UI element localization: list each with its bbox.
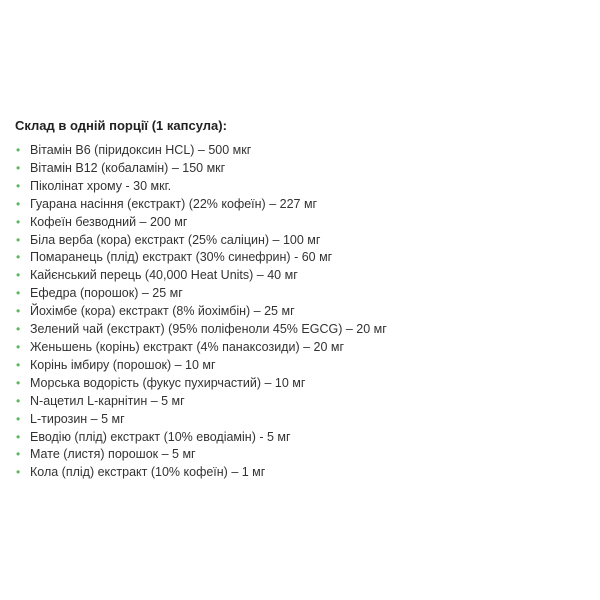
- ingredient-item: [15, 196, 585, 214]
- ingredient-text: Вітамін В6 (піридоксин HCL) – 500 мкг: [30, 143, 252, 157]
- ingredient-text: Корінь імбиру (порошок) – 10 мг: [30, 357, 216, 372]
- ingredient-text: Кайєнський перець (40,000 Heat Units) – 40 мг: [30, 268, 298, 283]
- ingredient-text: N-ацетил L-карнітин – 5 мг: [30, 393, 185, 408]
- bullet-icon: •: [16, 357, 21, 372]
- bullet-icon: •: [16, 214, 21, 229]
- ingredient-item: [15, 303, 585, 321]
- ingredient-item: [15, 285, 585, 303]
- ingredient-item: [15, 375, 585, 393]
- bullet-icon: •: [16, 178, 21, 193]
- bullet-icon: •: [16, 304, 21, 319]
- ingredient-item: [15, 464, 585, 482]
- ingredient-text: Женьшень (корінь) екстракт (4% панаксозиди) – 20 мг: [30, 339, 345, 354]
- ingredient-item: [15, 446, 585, 464]
- bullet-icon: •: [16, 411, 21, 426]
- bullet-icon: •: [16, 143, 21, 157]
- bullet-icon: •: [16, 196, 21, 211]
- composition-heading: Склад в одній порції (1 капсула):: [15, 118, 227, 133]
- bullet-icon: •: [16, 393, 21, 408]
- ingredient-text: Гуарана насіння (екстракт) (22% кофеїн) – 227 мг: [30, 196, 318, 211]
- bullet-icon: •: [16, 465, 21, 480]
- ingredient-item: [15, 321, 585, 339]
- ingredient-item: [15, 393, 585, 411]
- ingredient-text: Ефедра (порошок) – 25 мг: [30, 286, 183, 301]
- ingredient-item: [15, 249, 585, 267]
- bullet-icon: •: [16, 268, 21, 283]
- ingredient-text: Йохімбе (кора) екстракт (8% йохімбін) – 25 мг: [30, 304, 295, 319]
- ingredient-item: [15, 357, 585, 375]
- bullet-icon: •: [16, 429, 21, 444]
- ingredient-item: [15, 160, 585, 178]
- ingredient-item: [15, 411, 585, 429]
- ingredient-text: Морська водорість (фукус пухирчастий) – 10 мг: [30, 375, 306, 390]
- bullet-icon: •: [16, 286, 21, 301]
- ingredient-text: Піколінат хрому - 30 мкг.: [30, 178, 172, 193]
- bullet-icon: •: [16, 447, 21, 462]
- bullet-icon: •: [16, 322, 21, 337]
- ingredient-text: Вітамін В12 (кобаламін) – 150 мкг: [30, 160, 226, 175]
- composition-section: [15, 117, 585, 482]
- ingredient-text: Біла верба (кора) екстракт (25% саліцин) – 100 мг: [30, 232, 321, 247]
- ingredient-item: [15, 142, 585, 160]
- bullet-icon: •: [16, 232, 21, 247]
- ingredient-item: [15, 214, 585, 232]
- ingredient-text: Зелений чай (екстракт) (95% поліфеноли 45% EGCG) – 20 мг: [30, 322, 387, 337]
- ingredient-text: Кофеїн безводний – 200 мг: [30, 214, 188, 229]
- bullet-icon: •: [16, 375, 21, 390]
- ingredient-text: L-тирозин – 5 мг: [30, 411, 125, 426]
- ingredient-text: Кола (плід) екстракт (10% кофеїн) – 1 мг: [30, 465, 266, 480]
- bullet-icon: •: [16, 160, 21, 175]
- ingredient-item: [15, 267, 585, 285]
- bullet-icon: •: [16, 339, 21, 354]
- bullet-icon: •: [16, 250, 21, 265]
- ingredient-item: [15, 339, 585, 357]
- ingredient-item: [15, 429, 585, 447]
- ingredient-text: Мате (листя) порошок – 5 мг: [30, 447, 196, 462]
- ingredient-text: Помаранець (плід) екстракт (30% синефрин) - 60 мг: [30, 250, 333, 265]
- ingredient-text: Еводію (плід) екстракт (10% еводіамін) - 5 мг: [30, 429, 291, 444]
- ingredient-item: [15, 232, 585, 250]
- ingredient-list: [15, 142, 585, 482]
- ingredient-item: [15, 178, 585, 196]
